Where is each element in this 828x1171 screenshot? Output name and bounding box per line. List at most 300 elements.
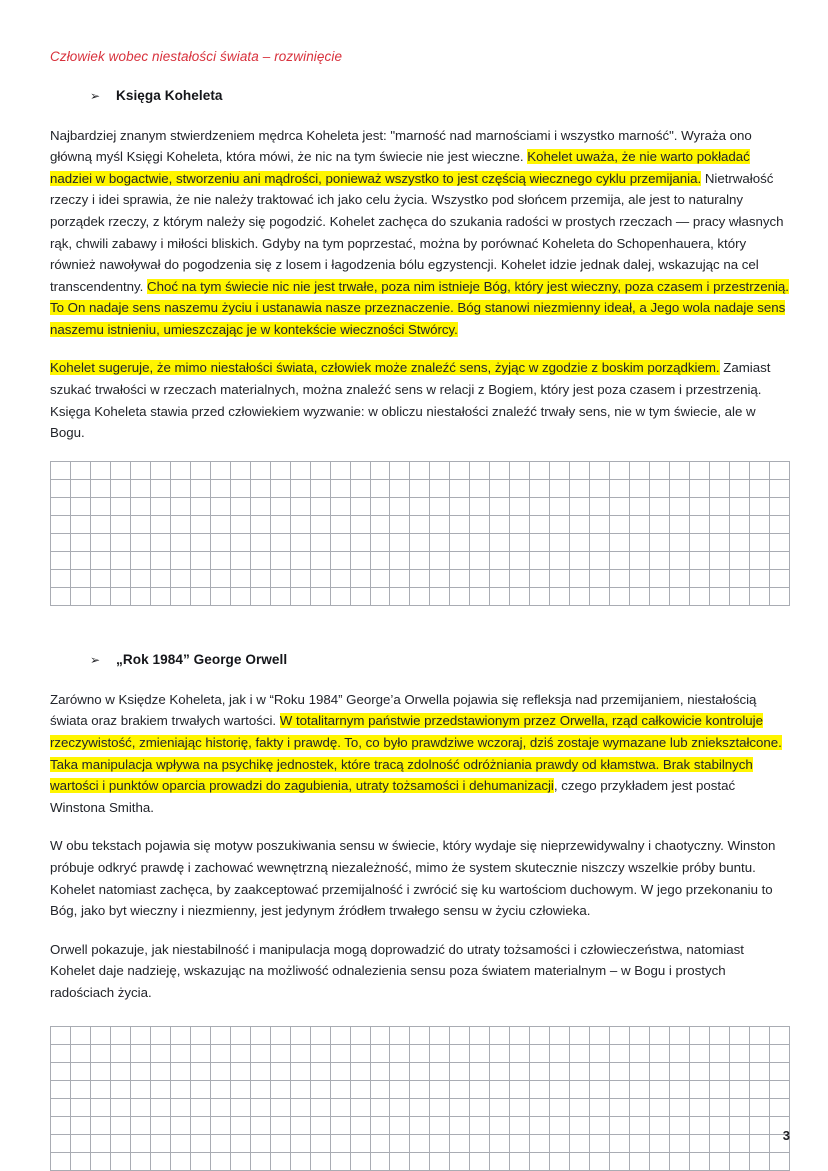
grid-cell[interactable] (390, 479, 410, 497)
grid-cell[interactable] (570, 587, 590, 605)
grid-cell[interactable] (670, 1152, 690, 1170)
empty-grid-table[interactable] (50, 461, 790, 606)
grid-cell[interactable] (330, 1062, 350, 1080)
grid-cell[interactable] (230, 1134, 250, 1152)
grid-cell[interactable] (51, 1152, 71, 1170)
grid-cell[interactable] (729, 1044, 749, 1062)
grid-cell[interactable] (130, 1152, 150, 1170)
grid-cell[interactable] (630, 533, 650, 551)
grid-cell[interactable] (709, 587, 729, 605)
grid-cell[interactable] (690, 1134, 710, 1152)
grid-cell[interactable] (729, 1134, 749, 1152)
grid-cell[interactable] (130, 1098, 150, 1116)
grid-cell[interactable] (51, 533, 71, 551)
grid-cell[interactable] (250, 1152, 270, 1170)
grid-cell[interactable] (390, 1044, 410, 1062)
grid-cell[interactable] (470, 1080, 490, 1098)
grid-cell[interactable] (51, 479, 71, 497)
grid-cell[interactable] (170, 461, 190, 479)
grid-cell[interactable] (550, 551, 570, 569)
grid-cell[interactable] (51, 1026, 71, 1044)
grid-cell[interactable] (70, 497, 90, 515)
grid-cell[interactable] (610, 587, 630, 605)
grid-cell[interactable] (270, 533, 290, 551)
grid-cell[interactable] (350, 551, 370, 569)
grid-cell[interactable] (90, 515, 110, 533)
grid-cell[interactable] (690, 1044, 710, 1062)
grid-cell[interactable] (470, 515, 490, 533)
grid-cell[interactable] (230, 479, 250, 497)
grid-cell[interactable] (310, 1044, 330, 1062)
grid-cell[interactable] (190, 461, 210, 479)
grid-cell[interactable] (250, 1062, 270, 1080)
grid-cell[interactable] (130, 1116, 150, 1134)
grid-cell[interactable] (51, 569, 71, 587)
grid-cell[interactable] (749, 1152, 769, 1170)
grid-cell[interactable] (749, 533, 769, 551)
grid-cell[interactable] (290, 479, 310, 497)
grid-cell[interactable] (270, 497, 290, 515)
grid-cell[interactable] (170, 1026, 190, 1044)
grid-cell[interactable] (330, 479, 350, 497)
grid-cell[interactable] (150, 533, 170, 551)
grid-cell[interactable] (190, 1134, 210, 1152)
grid-cell[interactable] (510, 515, 530, 533)
grid-cell[interactable] (250, 1026, 270, 1044)
grid-cell[interactable] (450, 1116, 470, 1134)
grid-cell[interactable] (490, 461, 510, 479)
grid-cell[interactable] (570, 1062, 590, 1080)
grid-cell[interactable] (630, 515, 650, 533)
grid-cell[interactable] (370, 497, 390, 515)
grid-cell[interactable] (410, 515, 430, 533)
grid-cell[interactable] (51, 1134, 71, 1152)
grid-cell[interactable] (210, 479, 230, 497)
grid-cell[interactable] (51, 1044, 71, 1062)
grid-cell[interactable] (510, 1062, 530, 1080)
grid-cell[interactable] (210, 1026, 230, 1044)
grid-cell[interactable] (350, 1152, 370, 1170)
grid-cell[interactable] (430, 515, 450, 533)
grid-cell[interactable] (190, 1098, 210, 1116)
grid-cell[interactable] (270, 479, 290, 497)
grid-cell[interactable] (51, 515, 71, 533)
grid-cell[interactable] (430, 1044, 450, 1062)
grid-cell[interactable] (70, 1152, 90, 1170)
grid-cell[interactable] (330, 1044, 350, 1062)
grid-cell[interactable] (769, 479, 789, 497)
grid-cell[interactable] (70, 515, 90, 533)
grid-cell[interactable] (550, 587, 570, 605)
grid-cell[interactable] (270, 1062, 290, 1080)
grid-cell[interactable] (670, 1098, 690, 1116)
grid-cell[interactable] (630, 1026, 650, 1044)
grid-cell[interactable] (749, 1116, 769, 1134)
grid-cell[interactable] (390, 1026, 410, 1044)
grid-cell[interactable] (170, 479, 190, 497)
grid-cell[interactable] (470, 1044, 490, 1062)
grid-cell[interactable] (610, 1152, 630, 1170)
grid-cell[interactable] (370, 1152, 390, 1170)
grid-cell[interactable] (490, 551, 510, 569)
grid-cell[interactable] (330, 551, 350, 569)
grid-cell[interactable] (210, 1062, 230, 1080)
grid-cell[interactable] (670, 533, 690, 551)
grid-cell[interactable] (330, 1134, 350, 1152)
grid-cell[interactable] (150, 1080, 170, 1098)
grid-cell[interactable] (749, 479, 769, 497)
grid-cell[interactable] (769, 515, 789, 533)
grid-cell[interactable] (170, 1080, 190, 1098)
grid-cell[interactable] (749, 551, 769, 569)
grid-cell[interactable] (769, 1152, 789, 1170)
grid-cell[interactable] (51, 1062, 71, 1080)
grid-cell[interactable] (470, 587, 490, 605)
grid-cell[interactable] (749, 569, 769, 587)
grid-cell[interactable] (310, 1116, 330, 1134)
grid-cell[interactable] (550, 1044, 570, 1062)
grid-cell[interactable] (729, 479, 749, 497)
grid-cell[interactable] (350, 533, 370, 551)
grid-cell[interactable] (130, 587, 150, 605)
grid-cell[interactable] (470, 1152, 490, 1170)
grid-cell[interactable] (190, 1152, 210, 1170)
grid-cell[interactable] (430, 533, 450, 551)
grid-cell[interactable] (450, 1098, 470, 1116)
grid-cell[interactable] (670, 515, 690, 533)
grid-cell[interactable] (590, 479, 610, 497)
grid-cell[interactable] (90, 1116, 110, 1134)
grid-cell[interactable] (370, 1062, 390, 1080)
grid-cell[interactable] (410, 551, 430, 569)
grid-cell[interactable] (390, 515, 410, 533)
grid-cell[interactable] (729, 533, 749, 551)
grid-cell[interactable] (650, 587, 670, 605)
grid-cell[interactable] (290, 1152, 310, 1170)
grid-cell[interactable] (590, 1062, 610, 1080)
grid-cell[interactable] (709, 1134, 729, 1152)
grid-cell[interactable] (250, 497, 270, 515)
grid-cell[interactable] (709, 551, 729, 569)
grid-cell[interactable] (290, 1062, 310, 1080)
grid-cell[interactable] (610, 1098, 630, 1116)
grid-cell[interactable] (390, 1098, 410, 1116)
grid-cell[interactable] (530, 479, 550, 497)
grid-cell[interactable] (230, 1062, 250, 1080)
grid-cell[interactable] (650, 569, 670, 587)
grid-cell[interactable] (350, 515, 370, 533)
grid-cell[interactable] (90, 587, 110, 605)
grid-cell[interactable] (570, 515, 590, 533)
grid-cell[interactable] (290, 461, 310, 479)
grid-cell[interactable] (370, 1044, 390, 1062)
grid-cell[interactable] (190, 1044, 210, 1062)
grid-cell[interactable] (510, 1044, 530, 1062)
grid-cell[interactable] (170, 515, 190, 533)
grid-cell[interactable] (630, 479, 650, 497)
grid-cell[interactable] (610, 479, 630, 497)
grid-cell[interactable] (270, 1152, 290, 1170)
grid-cell[interactable] (51, 1098, 71, 1116)
grid-cell[interactable] (729, 1026, 749, 1044)
grid-cell[interactable] (729, 1098, 749, 1116)
grid-cell[interactable] (650, 1134, 670, 1152)
grid-cell[interactable] (510, 479, 530, 497)
grid-cell[interactable] (190, 1080, 210, 1098)
grid-cell[interactable] (510, 569, 530, 587)
grid-cell[interactable] (530, 1044, 550, 1062)
grid-cell[interactable] (210, 587, 230, 605)
grid-cell[interactable] (590, 587, 610, 605)
grid-cell[interactable] (310, 1026, 330, 1044)
grid-cell[interactable] (550, 515, 570, 533)
grid-cell[interactable] (530, 1026, 550, 1044)
grid-cell[interactable] (729, 497, 749, 515)
grid-cell[interactable] (390, 497, 410, 515)
grid-cell[interactable] (610, 497, 630, 515)
grid-cell[interactable] (630, 1044, 650, 1062)
grid-cell[interactable] (230, 1116, 250, 1134)
grid-cell[interactable] (690, 1116, 710, 1134)
grid-cell[interactable] (170, 1044, 190, 1062)
grid-cell[interactable] (130, 479, 150, 497)
grid-cell[interactable] (490, 587, 510, 605)
grid-cell[interactable] (90, 479, 110, 497)
grid-cell[interactable] (709, 1062, 729, 1080)
grid-cell[interactable] (190, 497, 210, 515)
grid-cell[interactable] (290, 1026, 310, 1044)
grid-cell[interactable] (590, 1152, 610, 1170)
grid-cell[interactable] (769, 1044, 789, 1062)
grid-cell[interactable] (210, 551, 230, 569)
grid-cell[interactable] (670, 1134, 690, 1152)
grid-cell[interactable] (410, 497, 430, 515)
grid-cell[interactable] (670, 1062, 690, 1080)
grid-cell[interactable] (290, 497, 310, 515)
grid-cell[interactable] (90, 551, 110, 569)
grid-cell[interactable] (150, 497, 170, 515)
grid-cell[interactable] (410, 1152, 430, 1170)
grid-cell[interactable] (410, 1044, 430, 1062)
grid-cell[interactable] (650, 551, 670, 569)
grid-cell[interactable] (510, 1152, 530, 1170)
grid-cell[interactable] (330, 497, 350, 515)
grid-cell[interactable] (290, 1134, 310, 1152)
grid-cell[interactable] (630, 569, 650, 587)
grid-cell[interactable] (610, 1116, 630, 1134)
grid-cell[interactable] (749, 461, 769, 479)
grid-cell[interactable] (370, 569, 390, 587)
grid-cell[interactable] (530, 1080, 550, 1098)
grid-cell[interactable] (590, 1098, 610, 1116)
grid-cell[interactable] (530, 515, 550, 533)
grid-cell[interactable] (330, 569, 350, 587)
grid-cell[interactable] (430, 569, 450, 587)
grid-cell[interactable] (690, 551, 710, 569)
grid-cell[interactable] (190, 1116, 210, 1134)
grid-cell[interactable] (709, 1026, 729, 1044)
grid-cell[interactable] (290, 1080, 310, 1098)
grid-cell[interactable] (450, 1152, 470, 1170)
grid-cell[interactable] (550, 1026, 570, 1044)
grid-cell[interactable] (430, 1116, 450, 1134)
grid-cell[interactable] (190, 515, 210, 533)
grid-cell[interactable] (410, 479, 430, 497)
grid-cell[interactable] (510, 1116, 530, 1134)
grid-cell[interactable] (729, 551, 749, 569)
grid-cell[interactable] (450, 479, 470, 497)
grid-cell[interactable] (390, 1116, 410, 1134)
grid-cell[interactable] (70, 1044, 90, 1062)
grid-cell[interactable] (130, 497, 150, 515)
grid-cell[interactable] (470, 551, 490, 569)
grid-cell[interactable] (350, 1062, 370, 1080)
grid-cell[interactable] (470, 533, 490, 551)
grid-cell[interactable] (630, 551, 650, 569)
grid-cell[interactable] (450, 461, 470, 479)
grid-cell[interactable] (610, 1062, 630, 1080)
grid-cell[interactable] (550, 1152, 570, 1170)
grid-cell[interactable] (630, 1080, 650, 1098)
grid-cell[interactable] (70, 1134, 90, 1152)
grid-cell[interactable] (590, 533, 610, 551)
grid-cell[interactable] (310, 1080, 330, 1098)
grid-cell[interactable] (590, 461, 610, 479)
grid-cell[interactable] (190, 1026, 210, 1044)
grid-cell[interactable] (210, 497, 230, 515)
grid-cell[interactable] (650, 1098, 670, 1116)
grid-cell[interactable] (490, 1134, 510, 1152)
grid-cell[interactable] (150, 1116, 170, 1134)
grid-cell[interactable] (590, 1080, 610, 1098)
grid-cell[interactable] (270, 1098, 290, 1116)
grid-cell[interactable] (749, 1026, 769, 1044)
grid-cell[interactable] (90, 569, 110, 587)
grid-cell[interactable] (470, 569, 490, 587)
grid-cell[interactable] (230, 551, 250, 569)
grid-cell[interactable] (709, 1098, 729, 1116)
grid-cell[interactable] (51, 497, 71, 515)
grid-cell[interactable] (769, 551, 789, 569)
grid-cell[interactable] (150, 551, 170, 569)
grid-cell[interactable] (150, 515, 170, 533)
grid-cell[interactable] (490, 1098, 510, 1116)
grid-cell[interactable] (150, 1062, 170, 1080)
grid-cell[interactable] (690, 1062, 710, 1080)
grid-cell[interactable] (490, 533, 510, 551)
grid-cell[interactable] (410, 1080, 430, 1098)
grid-cell[interactable] (350, 461, 370, 479)
grid-cell[interactable] (110, 1134, 130, 1152)
grid-cell[interactable] (90, 461, 110, 479)
grid-cell[interactable] (570, 461, 590, 479)
grid-cell[interactable] (530, 497, 550, 515)
grid-cell[interactable] (590, 1026, 610, 1044)
grid-cell[interactable] (210, 1080, 230, 1098)
grid-cell[interactable] (709, 1152, 729, 1170)
grid-cell[interactable] (749, 587, 769, 605)
grid-cell[interactable] (510, 461, 530, 479)
grid-cell[interactable] (570, 1134, 590, 1152)
grid-cell[interactable] (70, 1098, 90, 1116)
grid-cell[interactable] (370, 515, 390, 533)
grid-cell[interactable] (350, 1026, 370, 1044)
grid-cell[interactable] (490, 1062, 510, 1080)
grid-cell[interactable] (769, 1062, 789, 1080)
grid-cell[interactable] (490, 569, 510, 587)
grid-cell[interactable] (729, 587, 749, 605)
grid-cell[interactable] (150, 1044, 170, 1062)
grid-cell[interactable] (410, 569, 430, 587)
grid-cell[interactable] (130, 1044, 150, 1062)
grid-cell[interactable] (769, 533, 789, 551)
grid-cell[interactable] (230, 1026, 250, 1044)
grid-cell[interactable] (709, 515, 729, 533)
grid-cell[interactable] (570, 1152, 590, 1170)
grid-cell[interactable] (230, 497, 250, 515)
grid-cell[interactable] (290, 1044, 310, 1062)
grid-cell[interactable] (130, 551, 150, 569)
grid-cell[interactable] (310, 533, 330, 551)
grid-cell[interactable] (70, 1080, 90, 1098)
grid-cell[interactable] (769, 1026, 789, 1044)
grid-cell[interactable] (570, 1026, 590, 1044)
grid-cell[interactable] (310, 1152, 330, 1170)
grid-cell[interactable] (310, 479, 330, 497)
grid-cell[interactable] (530, 461, 550, 479)
grid-cell[interactable] (230, 1044, 250, 1062)
grid-cell[interactable] (310, 569, 330, 587)
grid-cell[interactable] (150, 461, 170, 479)
grid-cell[interactable] (650, 461, 670, 479)
grid-cell[interactable] (170, 551, 190, 569)
grid-cell[interactable] (370, 479, 390, 497)
grid-cell[interactable] (630, 461, 650, 479)
grid-cell[interactable] (390, 1152, 410, 1170)
grid-cell[interactable] (550, 479, 570, 497)
grid-cell[interactable] (150, 479, 170, 497)
grid-cell[interactable] (330, 1152, 350, 1170)
grid-cell[interactable] (330, 1098, 350, 1116)
grid-cell[interactable] (250, 1134, 270, 1152)
grid-cell[interactable] (610, 1134, 630, 1152)
grid-cell[interactable] (510, 1026, 530, 1044)
grid-cell[interactable] (310, 587, 330, 605)
grid-cell[interactable] (630, 1134, 650, 1152)
grid-cell[interactable] (709, 1044, 729, 1062)
grid-cell[interactable] (769, 497, 789, 515)
grid-cell[interactable] (290, 1098, 310, 1116)
grid-cell[interactable] (729, 515, 749, 533)
grid-cell[interactable] (570, 479, 590, 497)
grid-cell[interactable] (470, 461, 490, 479)
grid-cell[interactable] (590, 569, 610, 587)
grid-cell[interactable] (290, 551, 310, 569)
grid-cell[interactable] (590, 497, 610, 515)
grid-cell[interactable] (749, 1044, 769, 1062)
grid-cell[interactable] (769, 569, 789, 587)
grid-cell[interactable] (690, 1026, 710, 1044)
grid-cell[interactable] (430, 479, 450, 497)
grid-cell[interactable] (410, 1098, 430, 1116)
grid-cell[interactable] (210, 1152, 230, 1170)
grid-cell[interactable] (170, 1062, 190, 1080)
grid-cell[interactable] (769, 587, 789, 605)
grid-cell[interactable] (630, 1098, 650, 1116)
grid-cell[interactable] (670, 569, 690, 587)
grid-cell[interactable] (470, 1062, 490, 1080)
grid-cell[interactable] (550, 1062, 570, 1080)
